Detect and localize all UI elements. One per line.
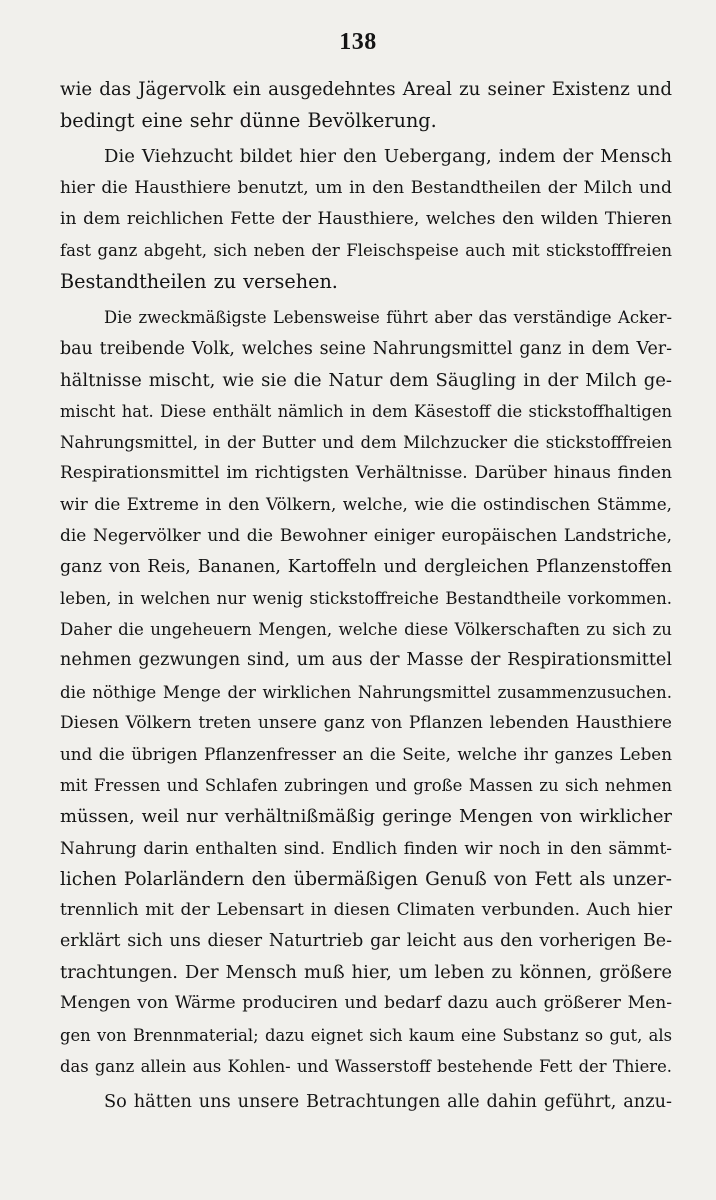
text-line: erklärt sich uns dieser Naturtrieb gar leicht aus den vorherigen Be- [60,931,672,952]
text-line: Mengen von Wärme produciren und bedarf dazu auch größerer Men- [60,993,672,1014]
text-line: mit Fressen und Schlafen zubringen und große Massen zu sich nehmen [60,776,672,796]
text-line: wir die Extreme in den Völkern, welche, wie die ostindischen Stämme, [60,494,672,515]
text-line: Bestandtheilen zu versehen. [60,270,338,294]
text-line: ganz von Reis, Bananen, Kartoffeln und dergleichen Pflanzenstoffen [60,556,672,577]
text-line: mischt hat. Diese enthält nämlich in dem Käsestoff die stickstoffhaltigen [60,401,672,421]
text-line: in dem reichlichen Fette der Hausthiere, welches den wilden Thieren [60,208,672,229]
text-line: Nahrungsmittel, in der Butter und dem Milchzucker die stickstofffreien [60,433,672,453]
text-line: müssen, weil nur verhältnißmäßig geringe Mengen von wirklicher [60,806,672,828]
text-line: lichen Polarländern den übermäßigen Genuß von Fett als unzer- [60,868,672,890]
text-line: hier die Hausthiere benutzt, um in den Bestandtheilen der Milch und [60,177,672,198]
text-line: nehmen gezwungen sind, um aus der Masse der Respirationsmittel [60,650,672,671]
text-line: Nahrung darin enthalten sind. Endlich finden wir noch in den sämmt- [60,837,672,858]
text-line: bau treibende Volk, welches seine Nahrungsmittel ganz in dem Ver- [60,338,672,359]
text-line: Die Viehzucht bildet hier den Uebergang, indem der Mensch [104,146,672,168]
text-line: Respirationsmittel im richtigsten Verhältnisse. Darüber hinaus finden [60,463,672,484]
text-line: trachtungen. Der Mensch muß hier, um leben zu können, größere [60,962,672,984]
text-line: Diesen Völkern treten unsere ganz von Pflanzen lebenden Hausthiere [60,712,672,733]
text-line: Die zweckmäßigste Lebensweise führt aber das verständige Acker- [104,308,672,328]
text-line: fast ganz abgeht, sich neben der Fleischspeise auch mit stickstofffreien [60,240,672,260]
text-line: trennlich mit der Lebensart in diesen Climaten verbunden. Auch hier [60,899,672,920]
text-line: leben, in welchen nur wenig stickstoffreiche Bestandtheile vorkommen. [60,589,672,608]
text-line: Daher die ungeheuern Mengen, welche diese Völkerschaften zu sich zu [60,620,672,640]
text-line: So hätten uns unsere Betrachtungen alle dahin geführt, anzu- [104,1092,672,1112]
body-text [60,74,672,1118]
text-line: wie das Jägervolk ein ausgedehntes Areal zu seiner Existenz und [60,79,672,100]
text-line: gen von Brennmaterial; dazu eignet sich kaum eine Substanz so gut, als [60,1025,672,1045]
text-line: die Negervölker und die Bewohner einiger europäischen Landstriche, [60,525,672,546]
text-line: bedingt eine sehr dünne Bevölkerung. [60,109,437,133]
text-line: das ganz allein aus Kohlen- und Wasserstoff bestehende Fett der Thiere. [60,1056,672,1076]
page-number: 138 [339,29,377,55]
text-line: und die übrigen Pflanzenfresser an die Seite, welche ihr ganzes Leben [60,743,672,764]
text-line: hältnisse mischt, wie sie die Natur dem Säugling in der Milch ge- [60,369,672,391]
text-line: die nöthige Menge der wirklichen Nahrungsmittel zusammenzusuchen. [60,682,672,702]
